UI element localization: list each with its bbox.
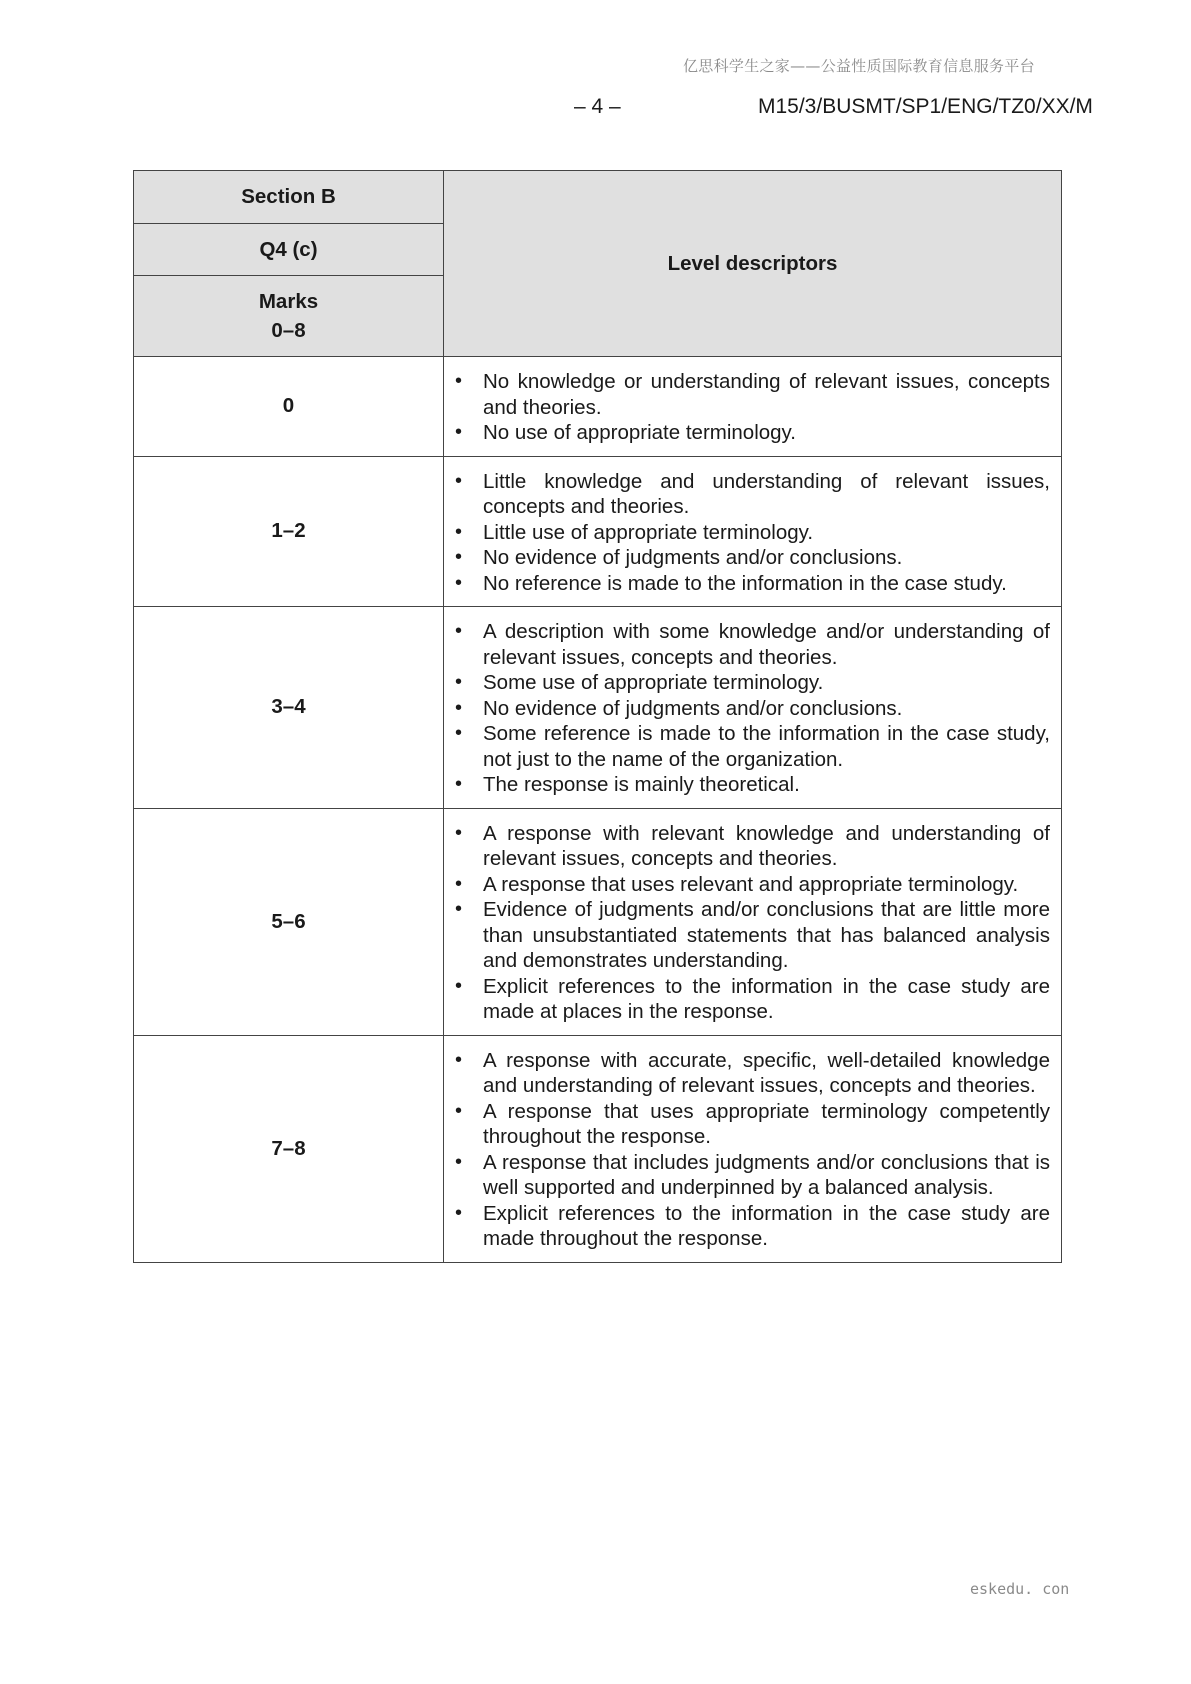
descriptor-item: • Explicit references to the information in the case study are made at places in the response. [454,974,1050,1025]
marks-header [134,276,444,357]
descriptor-item: • No evidence of judgments and/or conclusions. [454,545,1050,571]
descriptor-list [454,619,1050,798]
descriptor-list [454,821,1050,1025]
descriptor-list [454,1048,1050,1252]
descriptor-item: • No reference is made to the information in the case study. [454,571,1050,597]
level-marks: 3–4 [134,607,444,809]
bottom-watermark: eskedu. con [970,1580,1070,1598]
descriptor-item: • Little use of appropriate terminology. [454,520,1050,546]
level-descriptors [444,456,1062,607]
header-row-section [134,171,1062,224]
level-marks: 5–6 [134,808,444,1035]
marks-label: Marks [258,290,319,313]
descriptor-item: • No evidence of judgments and/or conclusions. [454,696,1050,722]
level-descriptors [444,1035,1062,1262]
markscheme-table [133,170,1062,1263]
descriptor-item: • No use of appropriate terminology. [454,420,1050,446]
level-row [134,456,1062,607]
level-marks: 7–8 [134,1035,444,1262]
level-marks: 0 [134,357,444,457]
question-label: Q4 (c) [134,224,444,276]
descriptor-item: • A response with relevant knowledge and understanding of relevant issues, concepts and theories. [454,821,1050,872]
descriptor-item: • A response that includes judgments and/or conclusions that is well supported and underpinned by a balanced analysis. [454,1150,1050,1201]
descriptor-list [454,469,1050,597]
level-row [134,357,1062,457]
descriptor-item: • Some reference is made to the information in the case study, not just to the name of the organization. [454,721,1050,772]
document-code: M15/3/BUSMT/SP1/ENG/TZ0/XX/M [758,95,1093,118]
marks-range: 0–8 [271,319,306,342]
descriptor-item: • No knowledge or understanding of relevant issues, concepts and theories. [454,369,1050,420]
descriptor-item: • Explicit references to the information in the case study are made throughout the response. [454,1201,1050,1252]
level-row [134,607,1062,809]
level-row [134,1035,1062,1262]
descriptor-item: • A description with some knowledge and/or understanding of relevant issues, concepts and theories. [454,619,1050,670]
level-descriptors [444,357,1062,457]
descriptor-item: • Little knowledge and understanding of relevant issues, concepts and theories. [454,469,1050,520]
level-descriptors [444,808,1062,1035]
descriptor-item: • A response with accurate, specific, well-detailed knowledge and understanding of relevant issues, concepts and theories. [454,1048,1050,1099]
level-descriptors [444,607,1062,809]
level-descriptors-header: Level descriptors [444,171,1062,357]
section-label: Section B [134,171,444,224]
top-watermark: 亿思科学生之家——公益性质国际教育信息服务平台 [683,57,1035,75]
page-number: – 4 – [574,95,621,118]
descriptor-item: • The response is mainly theoretical. [454,772,1050,798]
descriptor-item: • A response that uses appropriate terminology competently throughout the response. [454,1099,1050,1150]
level-row [134,808,1062,1035]
level-marks: 1–2 [134,456,444,607]
descriptor-list [454,369,1050,446]
descriptor-item: • A response that uses relevant and appropriate terminology. [454,872,1050,898]
descriptor-item: • Some use of appropriate terminology. [454,670,1050,696]
descriptor-item: • Evidence of judgments and/or conclusions that are little more than unsubstantiated statements that has balanced analysis and demonstrates understanding. [454,897,1050,974]
